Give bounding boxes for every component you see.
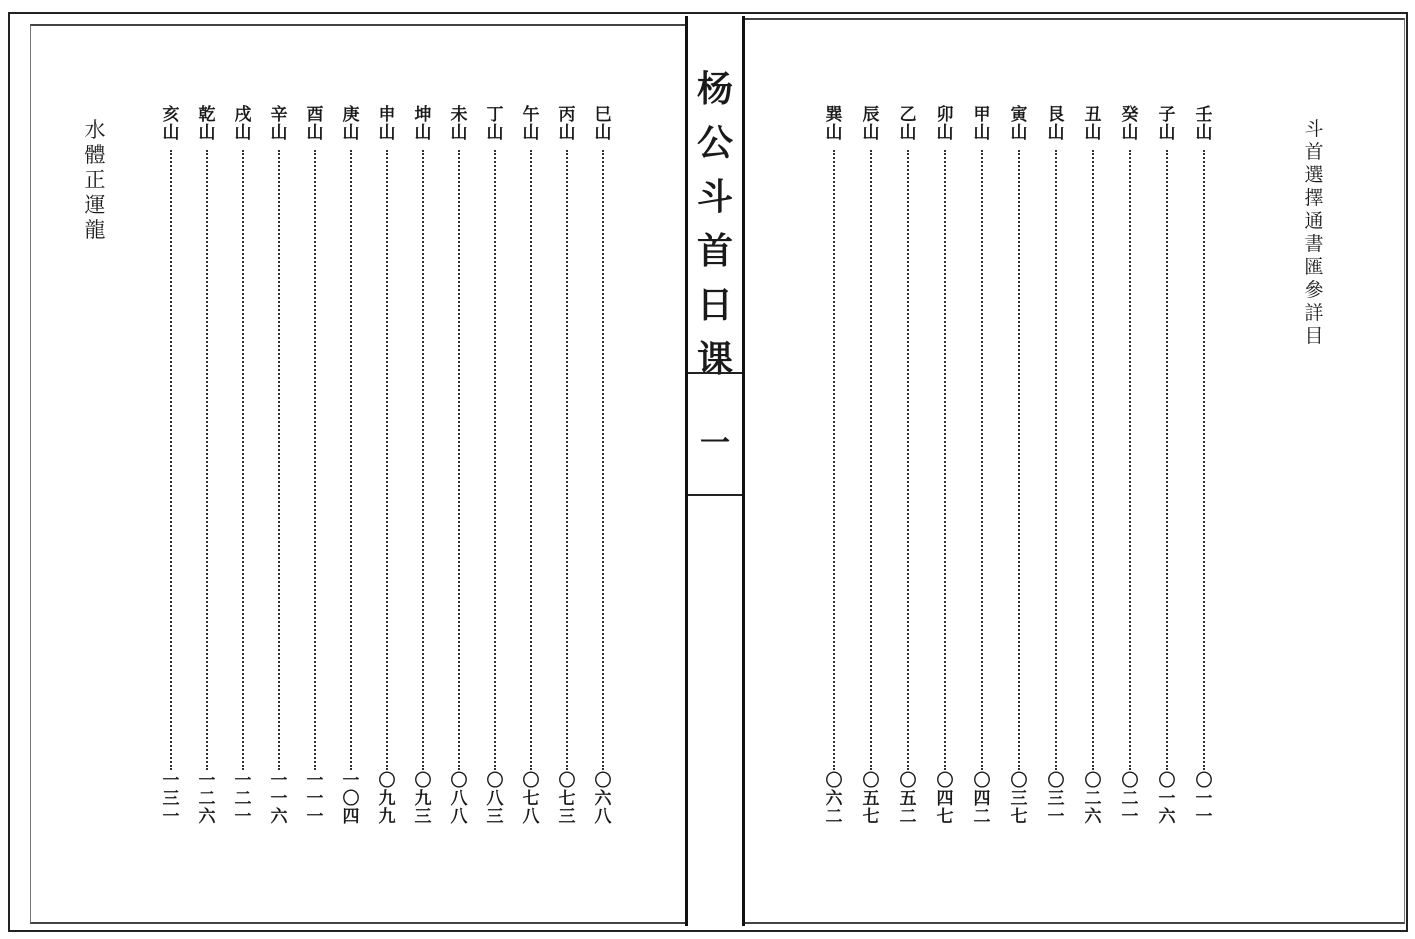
entry-page: 〇 八 八 xyxy=(450,771,468,827)
entry-page: 一 二 一 xyxy=(234,771,252,827)
leader-dots xyxy=(530,150,532,770)
entry-page: 一 三 一 xyxy=(162,771,180,827)
entry-page: 〇 五 七 xyxy=(862,771,880,827)
entry-label: 甲 山 xyxy=(973,105,991,143)
leader-dots xyxy=(206,150,208,770)
entry-page: 〇 八 三 xyxy=(486,771,504,827)
entry-label: 巳 山 xyxy=(594,105,612,143)
spine-page-number: 一 xyxy=(700,426,730,461)
entry-label: 癸 山 xyxy=(1121,105,1139,143)
leader-dots xyxy=(833,150,835,770)
leader-dots xyxy=(870,150,872,770)
leader-dots xyxy=(1129,150,1131,770)
entry-label: 辛 山 xyxy=(270,105,288,143)
leader-dots xyxy=(907,150,909,770)
left-page-heading: 水 體 正 運 龍 xyxy=(84,118,106,242)
entry-page: 〇 二 六 xyxy=(1084,771,1102,827)
leader-dots xyxy=(170,150,172,770)
entry-label: 乾 山 xyxy=(198,105,216,143)
entry-label: 丙 山 xyxy=(558,105,576,143)
leader-dots xyxy=(314,150,316,770)
entry-page: 〇 七 三 xyxy=(558,771,576,827)
spine-divider-bottom xyxy=(688,494,742,496)
spine-title: 杨 公 斗 首 日 课 xyxy=(696,68,733,380)
leader-dots xyxy=(602,150,604,770)
leader-dots xyxy=(1203,150,1205,770)
entry-label: 壬 山 xyxy=(1195,105,1213,143)
entry-label: 戌 山 xyxy=(234,105,252,143)
entry-page: 〇 一 一 xyxy=(1195,771,1213,827)
entry-page: 〇 七 八 xyxy=(522,771,540,827)
entry-label: 辰 山 xyxy=(862,105,880,143)
entry-page: 〇 三 一 xyxy=(1047,771,1065,827)
entry-page: 一 一 六 xyxy=(270,771,288,827)
entry-label: 寅 山 xyxy=(1010,105,1028,143)
leader-dots xyxy=(278,150,280,770)
entry-label: 未 山 xyxy=(450,105,468,143)
entry-label: 丑 山 xyxy=(1084,105,1102,143)
leader-dots xyxy=(494,150,496,770)
entry-label: 乙 山 xyxy=(899,105,917,143)
entry-page: 〇 三 七 xyxy=(1010,771,1028,827)
entry-page: 〇 六 八 xyxy=(594,771,612,827)
leader-dots xyxy=(1055,150,1057,770)
leader-dots xyxy=(458,150,460,770)
leader-dots xyxy=(981,150,983,770)
entry-label: 坤 山 xyxy=(414,105,432,143)
entry-page: 〇 六 二 xyxy=(825,771,843,827)
entry-label: 庚 山 xyxy=(342,105,360,143)
entry-page: 〇 四 二 xyxy=(973,771,991,827)
leader-dots xyxy=(1092,150,1094,770)
entry-page: 〇 二 一 xyxy=(1121,771,1139,827)
entry-label: 子 山 xyxy=(1158,105,1176,143)
leader-dots xyxy=(350,150,352,770)
entry-page: 一 〇 四 xyxy=(342,771,360,827)
leader-dots xyxy=(1018,150,1020,770)
entry-label: 午 山 xyxy=(522,105,540,143)
entry-page: 一 一 一 xyxy=(306,771,324,827)
entry-label: 亥 山 xyxy=(162,105,180,143)
entry-label: 申 山 xyxy=(378,105,396,143)
right-page-heading: 斗 首 選 擇 通 書 匯 參 詳 目 xyxy=(1304,118,1324,347)
entry-page: 〇 一 六 xyxy=(1158,771,1176,827)
leader-dots xyxy=(242,150,244,770)
entry-label: 卯 山 xyxy=(936,105,954,143)
entry-label: 丁 山 xyxy=(486,105,504,143)
entry-page: 一 二 六 xyxy=(198,771,216,827)
leader-dots xyxy=(1166,150,1168,770)
leader-dots xyxy=(566,150,568,770)
entry-page: 〇 五 二 xyxy=(899,771,917,827)
spine-divider-top xyxy=(688,372,742,374)
leader-dots xyxy=(386,150,388,770)
entry-page: 〇 四 七 xyxy=(936,771,954,827)
entry-label: 艮 山 xyxy=(1047,105,1065,143)
leader-dots xyxy=(944,150,946,770)
entry-page: 〇 九 九 xyxy=(378,771,396,827)
leader-dots xyxy=(422,150,424,770)
entry-page: 〇 九 三 xyxy=(414,771,432,827)
entry-label: 酉 山 xyxy=(306,105,324,143)
entry-label: 巽 山 xyxy=(825,105,843,143)
